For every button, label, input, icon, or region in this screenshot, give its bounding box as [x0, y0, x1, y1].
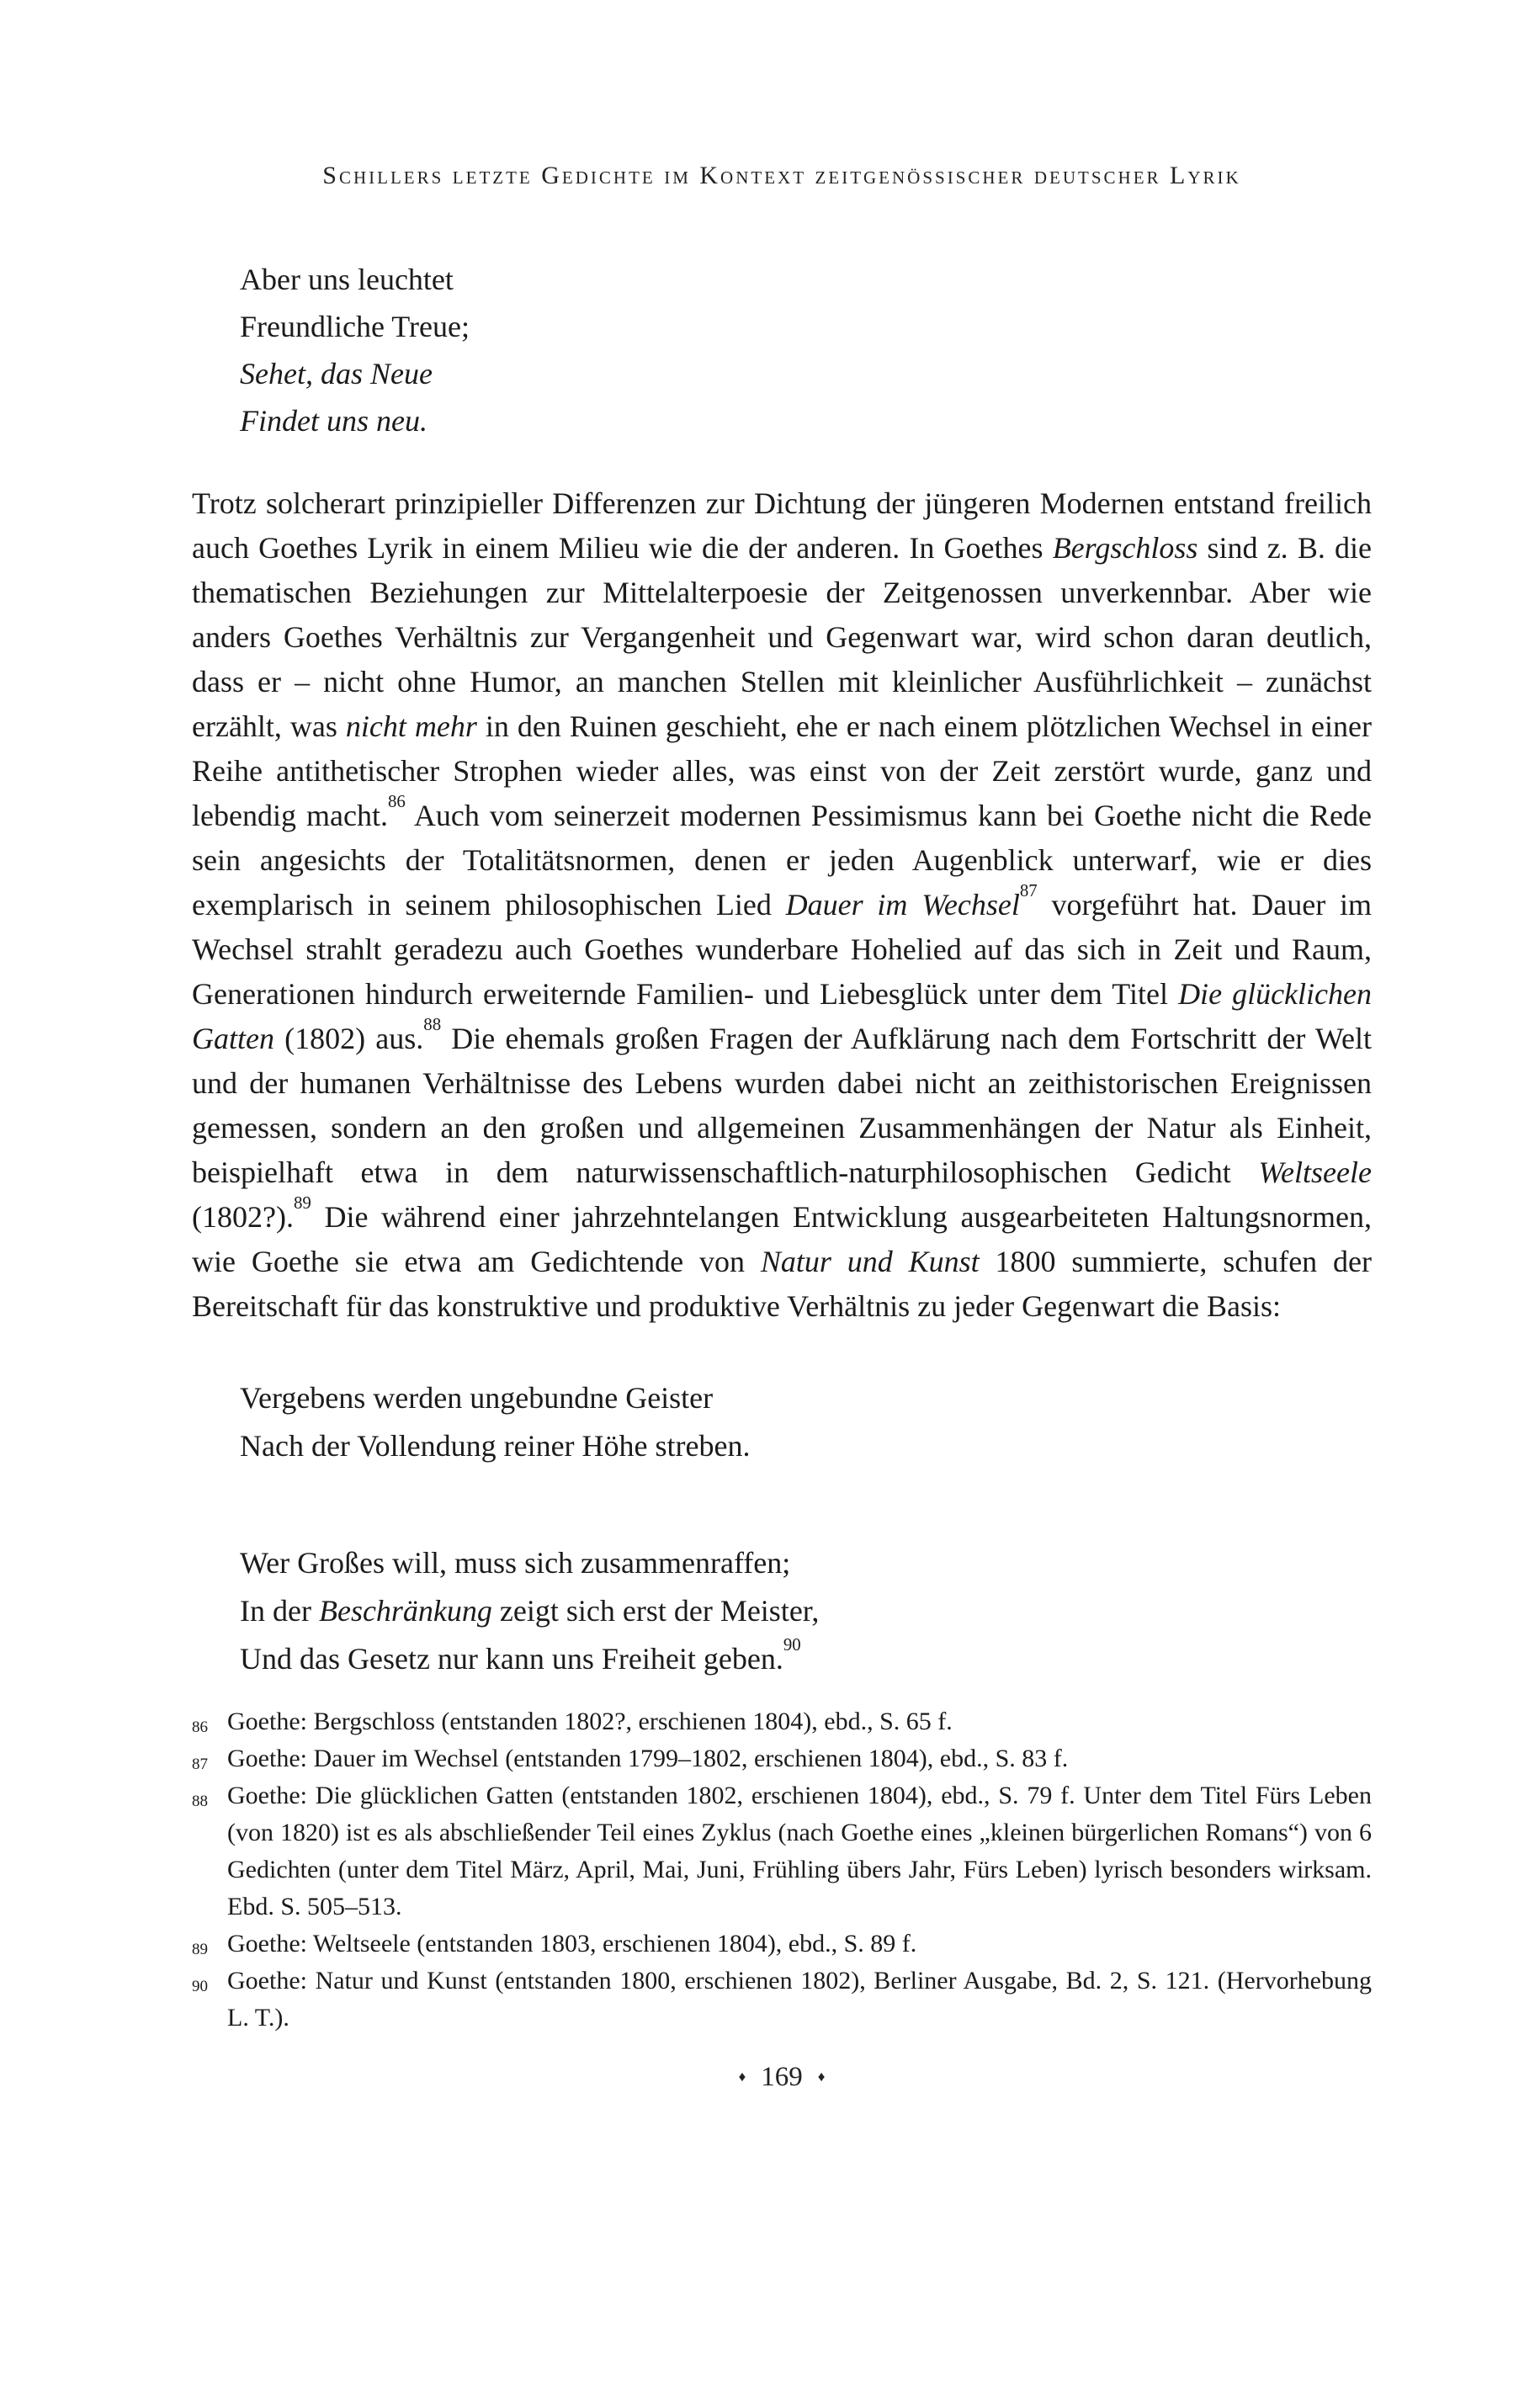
verse-line: Aber uns leuchtet — [240, 263, 454, 296]
verse-line: Wer Großes will, muss sich zusammenraffen; — [240, 1546, 791, 1580]
verse-stanza-1 — [240, 1374, 1372, 1470]
diamond-ornament: ♦ — [817, 2069, 826, 2085]
verse-line: Sehet, das Neue — [240, 357, 433, 390]
footnote-number: 87 — [192, 1756, 208, 1773]
verse-stanza-2 — [240, 1539, 1372, 1683]
footnote-item — [192, 1963, 1372, 2037]
footnote-number: 89 — [192, 1941, 208, 1958]
epigraph-quote — [240, 256, 1372, 444]
body-paragraph: Trotz solcherart prinzipieller Differenzen zur Dichtung der jüngeren Modernen entstand freilich auch Goethes Lyrik in einem Milieu wie die der anderen. In Goethes Bergschloss sind z. B. die thematischen Beziehungen zur Mittelalterpoesie der Zeitgenossen unverkennbar. Aber wie anders Goethes Verhältnis zur Vergangenheit und Gegenwart war, wird schon daran deutlich, dass er – nicht ohne Humor, an manchen Stellen mit kleinlicher Ausführlichkeit – zunächst erzählt, was nicht mehr in den Ruinen geschieht, ehe er nach einem plötzlichen Wechsel in einer Reihe antithetischer Strophen wieder alles, was einst von der Zeit zerstört wurde, ganz und lebendig macht.$^{86}$ Auch vom seinerzeit modernen Pessimismus kann bei Goethe nicht die Rede sein angesichts der Totalitätsnormen, denen er jeden Augenblick unterwarf, wie er dies exemplarisch in seinem philosophischen Lied Dauer im Wechsel$^{87}$ vorgeführt hat. Dauer im Wechsel strahlt geradezu auch Goethes wunderbare Hohelied auf das sich in Zeit und Raum, Generationen hindurch erweiternde Familien- und Liebesglück unter dem Titel Die glücklichen Gatten (1802) aus.$^{88}$ Die ehemals großen Fragen der Aufklärung nach dem Fortschritt der Welt und der humanen Verhältnisse des Lebens wurden dabei nicht an zeithistorischen Ereignissen gemessen, sondern an den großen und allgemeinen Zusammenhängen der Natur als Einheit, beispielhaft etwa in dem naturwissenschaftlich-naturphilosophischen Gedicht Weltseele (1802?).$^{89}$ Die während einer jahrzehntelangen Entwicklung ausgearbeiteten Haltungsnormen, wie Goethe sie etwa am Gedichtende von Natur und Kunst 1800 summierte, schufen der Bereitschaft für das konstruktive und produktive Verhältnis zu jeder Gegenwart die Basis: — [192, 486, 1373, 1323]
diamond-ornament: ♦ — [738, 2069, 746, 2085]
footnote-number: 86 — [192, 1718, 208, 1736]
footnote-item — [192, 1926, 1372, 1963]
verse-quote — [240, 1374, 1372, 1683]
running-head: Schillers letzte Gedichte im Kontext zeitgenössischer deutscher Lyrik — [322, 162, 1241, 189]
footnotes-section — [192, 1703, 1372, 2037]
footnote-text: Goethe: Dauer im Wechsel (entstanden 1799–1802, erschienen 1804), ebd., S. 83 f. — [227, 1745, 1069, 1772]
footnote-number: 90 — [192, 1978, 208, 1995]
verse-line: Freundliche Treue; — [240, 310, 470, 343]
footnote-item — [192, 1777, 1372, 1926]
footnote-text: Goethe: Weltseele (entstanden 1803, erschienen 1804), ebd., S. 89 f. — [227, 1930, 917, 1957]
footnote-number: 88 — [192, 1793, 208, 1810]
footnote-text: Goethe: Natur und Kunst (entstanden 1800, erschienen 1802), Berliner Ausgabe, Bd. 2, S. 121. (Hervorhebung L. T.). — [227, 1967, 1372, 2032]
page-number: 169 — [761, 2062, 803, 2092]
footnote-item — [192, 1703, 1372, 1740]
footnote-text: Goethe: Die glücklichen Gatten (entstanden 1802, erschienen 1804), ebd., S. 79 f. Unter dem Titel Fürs Leben (von 1820) ist es als abschließender Teil eines Zyklus (nach Goethe eines „kleinen bürgerlichen Romans“) von 6 Gedichten (unter dem Titel März, April, Mai, Juni, Frühling übers Jahr, Fürs Leben) lyrisch besonders wirksam. Ebd. S. 505–513. — [227, 1782, 1372, 1920]
page-number-line — [192, 2062, 1372, 2093]
verse-line: Findet uns neu. — [240, 404, 427, 438]
verse-line: Und das Gesetz nur kann uns Freiheit geben.$^{90}$ — [240, 1633, 801, 1676]
footnote-item — [192, 1740, 1372, 1777]
verse-line: Vergebens werden ungebundne Geister — [240, 1381, 714, 1415]
verse-line: Nach der Vollendung reiner Höhe streben. — [240, 1429, 751, 1463]
verse-line: In der Beschränkung zeigt sich erst der Meister, — [240, 1594, 820, 1628]
footnote-text: Goethe: Bergschloss (entstanden 1802?, erschienen 1804), ebd., S. 65 f. — [227, 1708, 953, 1735]
